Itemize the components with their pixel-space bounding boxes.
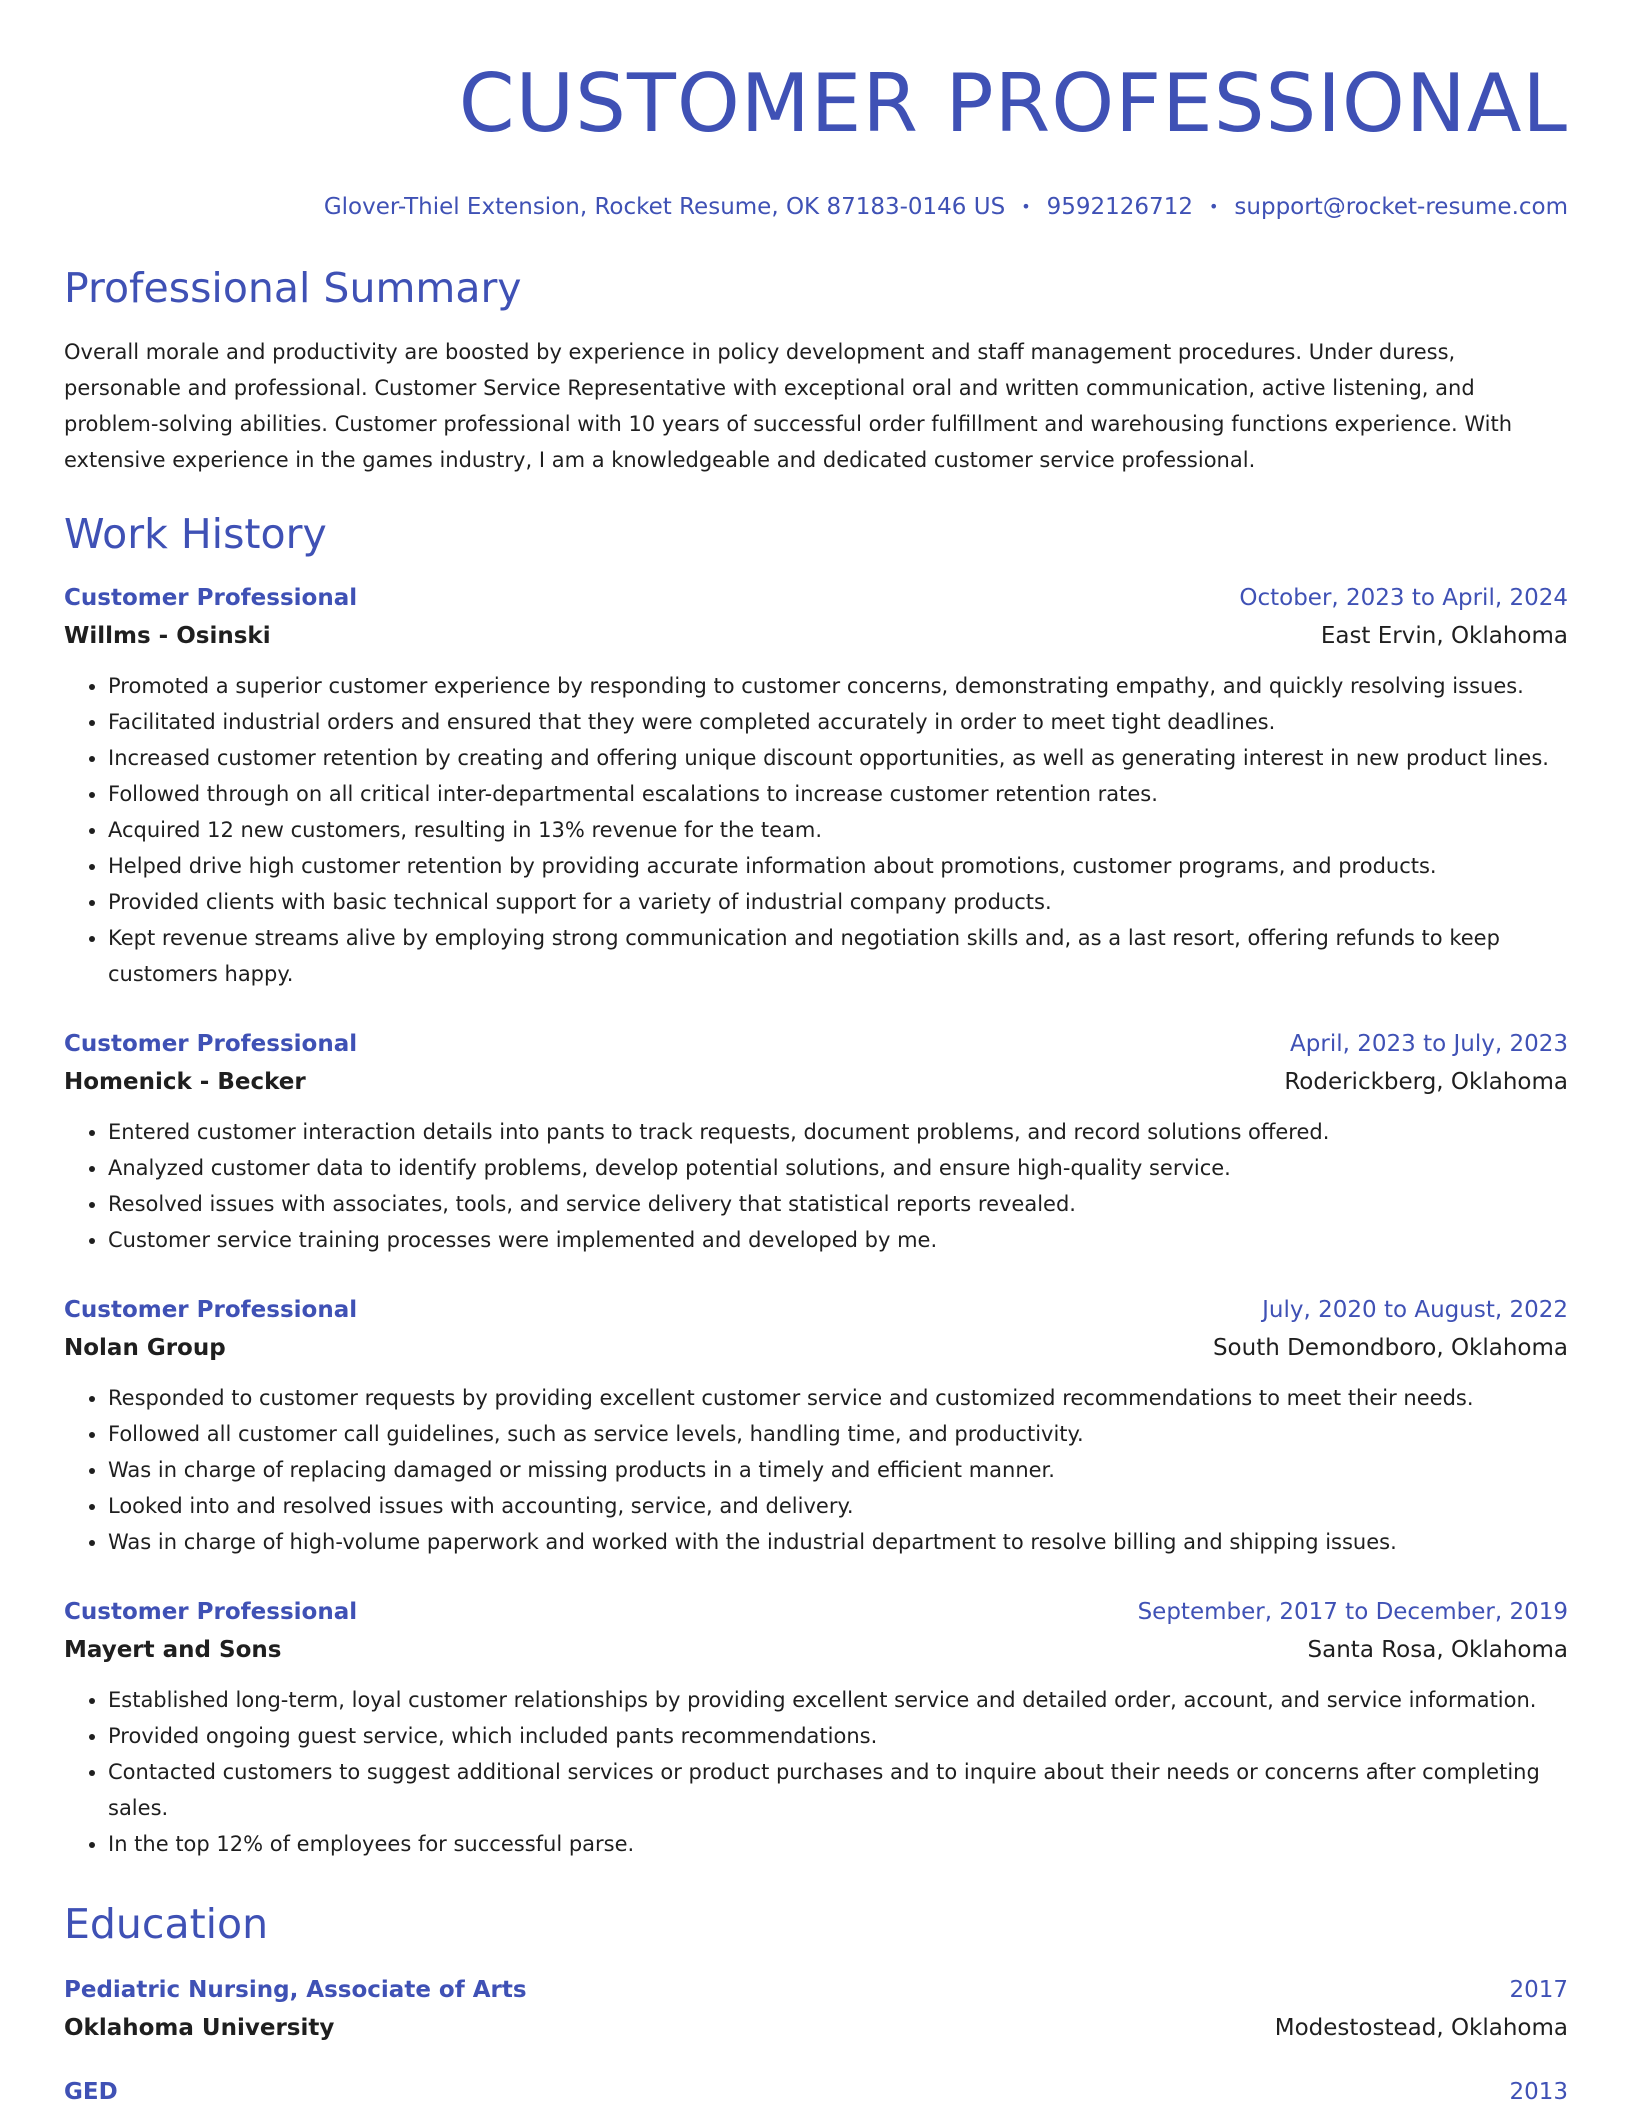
job-bullet: • Followed through on all critical inter-departmental escalations to increase customer retention rates. (108, 776, 1568, 812)
job-bullet: • Established long-term, loyal customer relationships by providing excellent service and detailed order, account, and service information. (108, 1682, 1568, 1718)
education-degree: Pediatric Nursing, Associate of Arts (64, 1977, 527, 2003)
job-bullet: • In the top 12% of employees for successful parse. (108, 1826, 1568, 1862)
work-history-heading: Work History (64, 510, 327, 558)
job-bullet: • Was in charge of high-volume paperwork and worked with the industrial department to resolve billing and shipping issues. (108, 1524, 1568, 1560)
job-header-row (64, 1594, 1568, 1630)
job-header-row (64, 580, 1568, 616)
job-location: Roderickberg, Oklahoma (1284, 1069, 1568, 1095)
education-year: 2013 (1509, 2079, 1568, 2105)
education-degree: GED (64, 2079, 118, 2105)
contact-line (64, 192, 1568, 222)
job-bullet: • Contacted customers to suggest additional services or product purchases and to inquire about their needs or concerns after completing sales. (108, 1754, 1568, 1826)
job-bullet: • Looked into and resolved issues with accounting, service, and delivery. (108, 1488, 1568, 1524)
job-entry (64, 1026, 1568, 1258)
job-location: South Demondboro, Oklahoma (1212, 1335, 1568, 1361)
contact-separator: • (1021, 197, 1031, 216)
job-entry (64, 1292, 1568, 1560)
education-header-row (64, 1972, 1568, 2008)
contact-phone: 9592126712 (1046, 194, 1193, 220)
job-company-row (64, 616, 1568, 656)
job-bullet: • Entered customer interaction details into pants to track requests, document problems, and record solutions offered. (108, 1114, 1568, 1150)
education-entry (64, 1972, 1568, 2048)
job-company-row (64, 1328, 1568, 1368)
contact-email[interactable]: support@rocket-resume.com (1234, 194, 1568, 220)
candidate-name: CUSTOMER PROFESSIONAL (458, 57, 1568, 150)
summary-heading: Professional Summary (64, 264, 522, 312)
summary-text: Overall morale and productivity are boosted by experience in policy development and staff management procedures. Under duress, personable and professional. Customer Service Representative with exceptional oral and written communication, active listening, and problem-solving abilities. Customer professional with 10 years of successful order fulfillment and warehousing functions experience. With extensive experience in the games industry, I am a knowledgeable and dedicated customer service professional. (64, 340, 1513, 472)
job-location: East Ervin, Oklahoma (1320, 623, 1568, 649)
education-heading: Education (64, 1900, 269, 1948)
job-company: Willms - Osinski (64, 623, 271, 649)
job-title: Customer Professional (64, 1599, 358, 1625)
job-title: Customer Professional (64, 585, 358, 611)
job-bullets (64, 1114, 1568, 1258)
job-location: Santa Rosa, Oklahoma (1307, 1637, 1568, 1663)
job-dates: October, 2023 to April, 2024 (1239, 585, 1568, 611)
job-bullet: • Followed all customer call guidelines, such as service levels, handling time, and productivity. (108, 1416, 1568, 1452)
education-entry (64, 2074, 1568, 2110)
job-entry (64, 1594, 1568, 1862)
job-title: Customer Professional (64, 1031, 358, 1057)
job-company: Homenick - Becker (64, 1069, 306, 1095)
job-bullet: • Facilitated industrial orders and ensured that they were completed accurately in order to meet tight deadlines. (108, 704, 1568, 740)
education-year: 2017 (1509, 1977, 1568, 2003)
contact-separator: • (1208, 197, 1219, 216)
job-bullet: • Was in charge of replacing damaged or missing products in a timely and efficient manner. (108, 1452, 1568, 1488)
job-dates: September, 2017 to December, 2019 (1137, 1599, 1568, 1625)
job-bullet: • Provided clients with basic technical support for a variety of industrial company products. (108, 884, 1568, 920)
job-header-row (64, 1292, 1568, 1328)
education-school: Oklahoma University (64, 2015, 335, 2041)
job-bullet: • Acquired 12 new customers, resulting in 13% revenue for the team. (108, 812, 1568, 848)
job-header-row (64, 1026, 1568, 1062)
job-company-row (64, 1062, 1568, 1102)
job-company-row (64, 1630, 1568, 1670)
job-bullets (64, 1682, 1568, 1862)
job-bullet: • Analyzed customer data to identify problems, develop potential solutions, and ensure high-quality service. (108, 1150, 1568, 1186)
job-entry (64, 580, 1568, 992)
education-location: Modestostead, Oklahoma (1274, 2015, 1568, 2041)
job-dates: April, 2023 to July, 2023 (1290, 1031, 1568, 1057)
resume-page (64, 0, 1568, 2110)
job-company: Nolan Group (64, 1335, 226, 1361)
job-company: Mayert and Sons (64, 1637, 282, 1663)
job-bullet: • Increased customer retention by creating and offering unique discount opportunities, as well as generating interest in new product lines. (108, 740, 1568, 776)
job-bullet: • Kept revenue streams alive by employing strong communication and negotiation skills and, as a last resort, offering refunds to keep customers happy. (108, 920, 1568, 992)
job-bullets (64, 668, 1568, 992)
job-bullet: • Provided ongoing guest service, which included pants recommendations. (108, 1718, 1568, 1754)
job-bullet: • Resolved issues with associates, tools, and service delivery that statistical reports revealed. (108, 1186, 1568, 1222)
education-school-row (64, 2008, 1568, 2048)
contact-address: Glover-Thiel Extension, Rocket Resume, OK 87183-0146 US (323, 194, 1006, 220)
job-dates: July, 2020 to August, 2022 (1262, 1297, 1568, 1323)
education-header-row (64, 2074, 1568, 2110)
job-bullets (64, 1380, 1568, 1560)
job-bullet: • Promoted a superior customer experience by responding to customer concerns, demonstrating empathy, and quickly resolving issues. (108, 668, 1568, 704)
job-bullet: • Responded to customer requests by providing excellent customer service and customized recommendations to meet their needs. (108, 1380, 1568, 1416)
job-title: Customer Professional (64, 1297, 358, 1323)
job-bullet: • Customer service training processes were implemented and developed by me. (108, 1222, 1568, 1258)
job-bullet: • Helped drive high customer retention by providing accurate information about promotions, customer programs, and products. (108, 848, 1568, 884)
